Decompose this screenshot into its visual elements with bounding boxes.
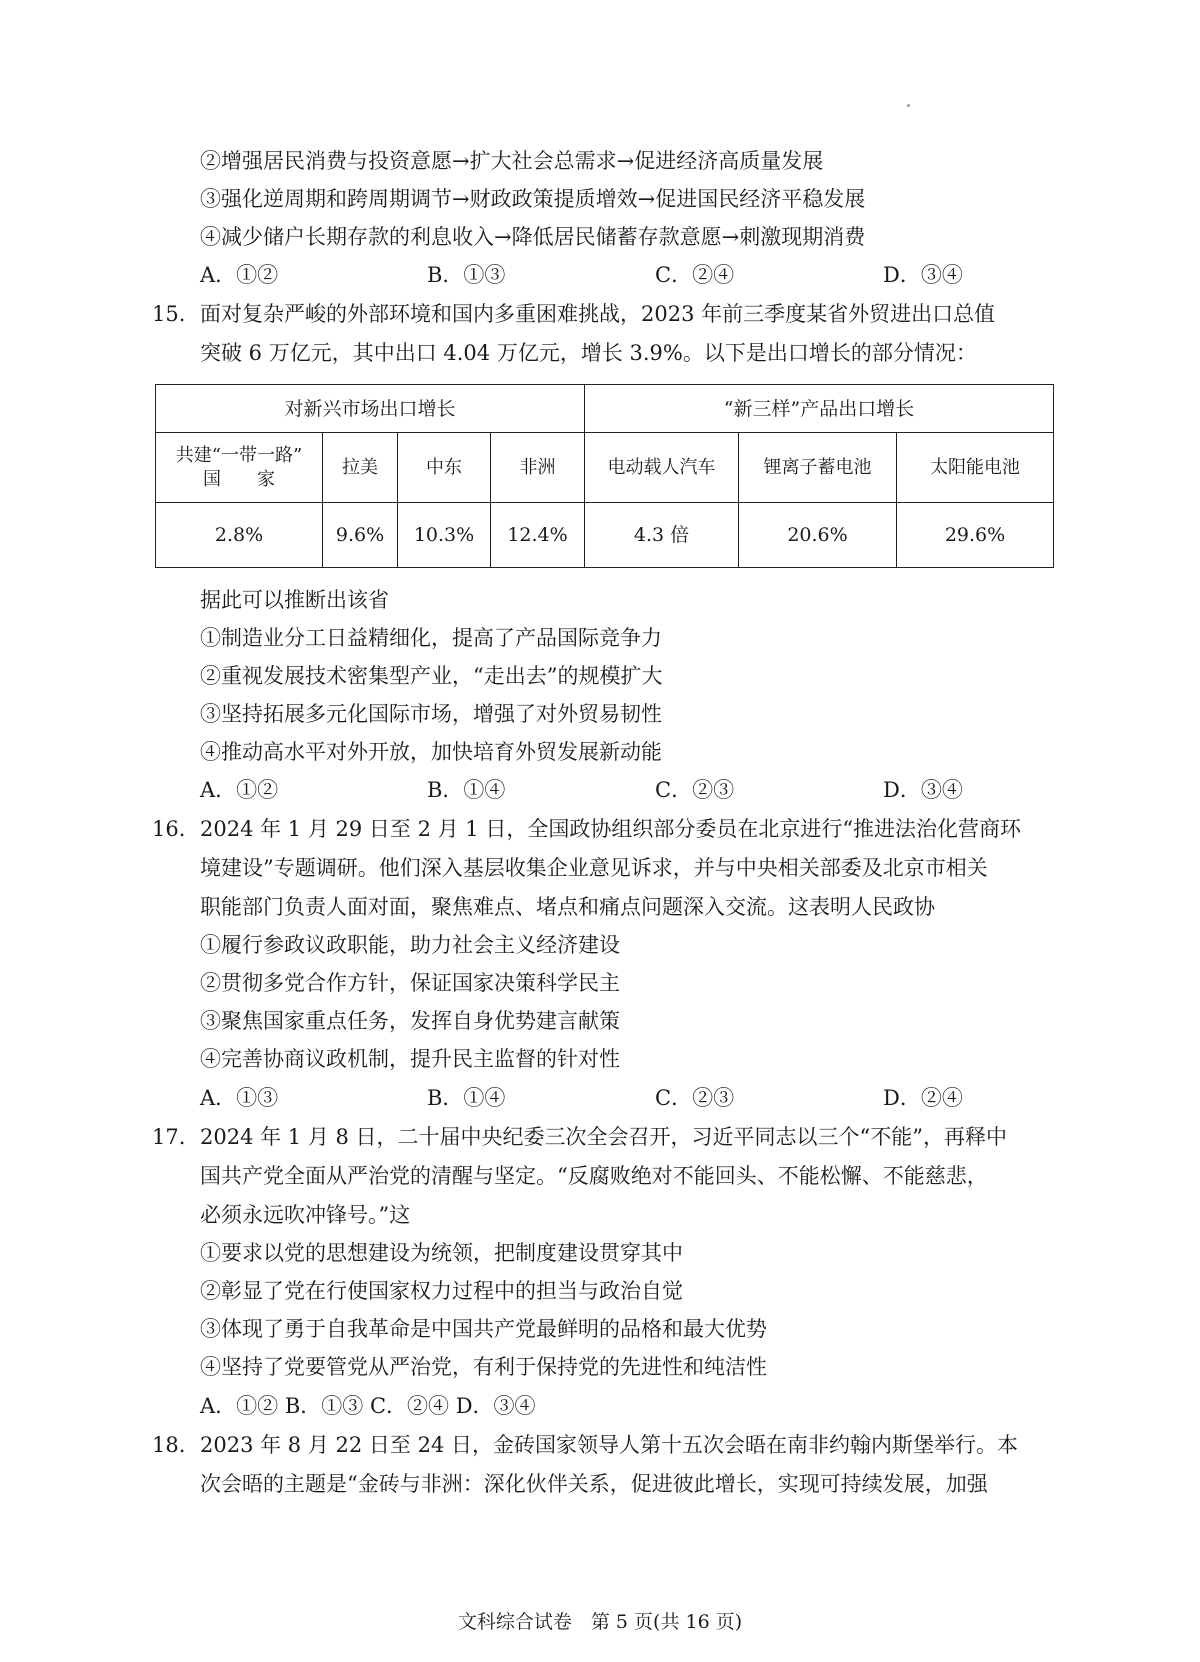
table-col-header-electric-vehicles: 电动载人汽车 [585, 433, 739, 503]
q15-item-2: ②重视发展技术密集型产业，“走出去”的规模扩大 [200, 664, 663, 688]
table-col-header-middle-east: 中东 [398, 433, 491, 503]
q18-number: 18. [152, 1433, 186, 1457]
col-header-line-1: 共建“一带一路” [175, 444, 303, 466]
q14-item-2: ②增强居民消费与投资意愿→扩大社会总需求→促进经济高质量发展 [200, 149, 824, 173]
q17-number: 17. [152, 1125, 186, 1149]
q15-option-b[interactable]: B．①④ [427, 778, 506, 802]
q15-option-d[interactable]: D．③④ [883, 778, 963, 802]
q14-option-d[interactable]: D．③④ [883, 263, 963, 287]
table-group-header-new-three: “新三样”产品出口增长 [585, 385, 1054, 433]
table-cell: 12.4% [491, 503, 585, 568]
q16-stem-line-3: 职能部门负责人面对面，聚焦难点、堵点和痛点问题深入交流。这表明人民政协 [200, 895, 935, 919]
q17-stem-line-1: 2024 年 1 月 8 日，二十届中央纪委三次全会召开，习近平同志以三个“不能”，再释中 [200, 1125, 1008, 1149]
q16-option-d[interactable]: D．②④ [883, 1086, 963, 1110]
q16-item-4: ④完善协商议政机制，提升民主监督的针对性 [200, 1047, 620, 1071]
q14-option-b[interactable]: B．①③ [427, 263, 506, 287]
table-cell: 9.6% [323, 503, 398, 568]
q15-option-a[interactable]: A．①② [200, 778, 279, 802]
q14-option-a[interactable]: A．①② [200, 263, 279, 287]
q14-item-4: ④减少储户长期存款的利息收入→降低居民储蓄存款意愿→刺激现期消费 [200, 225, 866, 249]
page-footer: 文科综合试卷 第 5 页(共 16 页) [457, 1611, 743, 1633]
q17-options[interactable]: A．①② B．①③ C．②④ D．③④ [200, 1394, 536, 1418]
q16-number: 16. [152, 817, 186, 841]
table-col-header-africa: 非洲 [491, 433, 585, 503]
q15-stem-line-1: 面对复杂严峻的外部环境和国内多重困难挑战，2023 年前三季度某省外贸进出口总值 [200, 302, 996, 326]
table-col-header-solar-cells: 太阳能电池 [897, 433, 1054, 503]
q15-item-1: ①制造业分工日益精细化，提高了产品国际竞争力 [200, 626, 662, 650]
q16-option-b[interactable]: B．①④ [427, 1086, 506, 1110]
q18-stem-line-1: 2023 年 8 月 22 日至 24 日，金砖国家领导人第十五次会晤在南非约翰内斯堡举行。本 [200, 1433, 1018, 1457]
q15-number: 15. [152, 302, 186, 326]
q17-item-3: ③体现了勇于自我革命是中国共产党最鲜明的品格和最大优势 [200, 1317, 767, 1341]
scan-speck [907, 104, 910, 107]
table-cell: 2.8% [156, 503, 323, 568]
export-growth-table [155, 384, 1054, 568]
q17-item-1: ①要求以党的思想建设为统领，把制度建设贯穿其中 [200, 1241, 683, 1265]
q16-option-a[interactable]: A．①③ [200, 1086, 279, 1110]
col-header-line-2: 国 家 [203, 468, 275, 490]
q17-item-2: ②彰显了党在行使国家权力过程中的担当与政治自觉 [200, 1279, 683, 1303]
q15-item-3: ③坚持拓展多元化国际市场，增强了对外贸易韧性 [200, 702, 662, 726]
table-col-header-belt-road [156, 433, 323, 503]
q17-stem-line-2: 国共产党全面从严治党的清醒与坚定。“反腐败绝对不能回头、不能松懈、不能慈悲， [200, 1164, 988, 1188]
q15-option-c[interactable]: C．②③ [655, 778, 735, 802]
q16-stem-line-1: 2024 年 1 月 29 日至 2 月 1 日，全国政协组织部分委员在北京进行“推进法治化营商环 [200, 817, 1022, 841]
table-cell: 10.3% [398, 503, 491, 568]
q15-item-4: ④推动高水平对外开放，加快培育外贸发展新动能 [200, 740, 662, 764]
table-col-header-latin-america: 拉美 [323, 433, 398, 503]
q16-item-2: ②贯彻多党合作方针，保证国家决策科学民主 [200, 971, 620, 995]
table-cell: 20.6% [739, 503, 897, 568]
q17-stem-line-3: 必须永远吹冲锋号。”这 [200, 1203, 411, 1227]
q18-stem-line-2: 次会晤的主题是“金砖与非洲：深化伙伴关系，促进彼此增长，实现可持续发展，加强 [200, 1472, 988, 1496]
q15-stem-line-2: 突破 6 万亿元，其中出口 4.04 万亿元，增长 3.9%。以下是出口增长的部分情况： [200, 341, 977, 365]
table-cell: 4.3 倍 [585, 503, 739, 568]
table-cell: 29.6% [897, 503, 1054, 568]
q16-item-1: ①履行参政议政职能，助力社会主义经济建设 [200, 933, 620, 957]
q14-option-c[interactable]: C．②④ [655, 263, 735, 287]
q16-stem-line-2: 境建设”专题调研。他们深入基层收集企业意见诉求，并与中央相关部委及北京市相关 [200, 856, 988, 880]
table-col-header-lithium-batteries: 锂离子蓄电池 [739, 433, 897, 503]
q14-item-3: ③强化逆周期和跨周期调节→财政政策提质增效→促进国民经济平稳发展 [200, 187, 866, 211]
q16-option-c[interactable]: C．②③ [655, 1086, 735, 1110]
q15-lead: 据此可以推断出该省 [200, 588, 389, 612]
q16-item-3: ③聚焦国家重点任务，发挥自身优势建言献策 [200, 1009, 620, 1033]
table-group-header-emerging-markets: 对新兴市场出口增长 [156, 385, 585, 433]
q17-item-4: ④坚持了党要管党从严治党，有利于保持党的先进性和纯洁性 [200, 1355, 767, 1379]
